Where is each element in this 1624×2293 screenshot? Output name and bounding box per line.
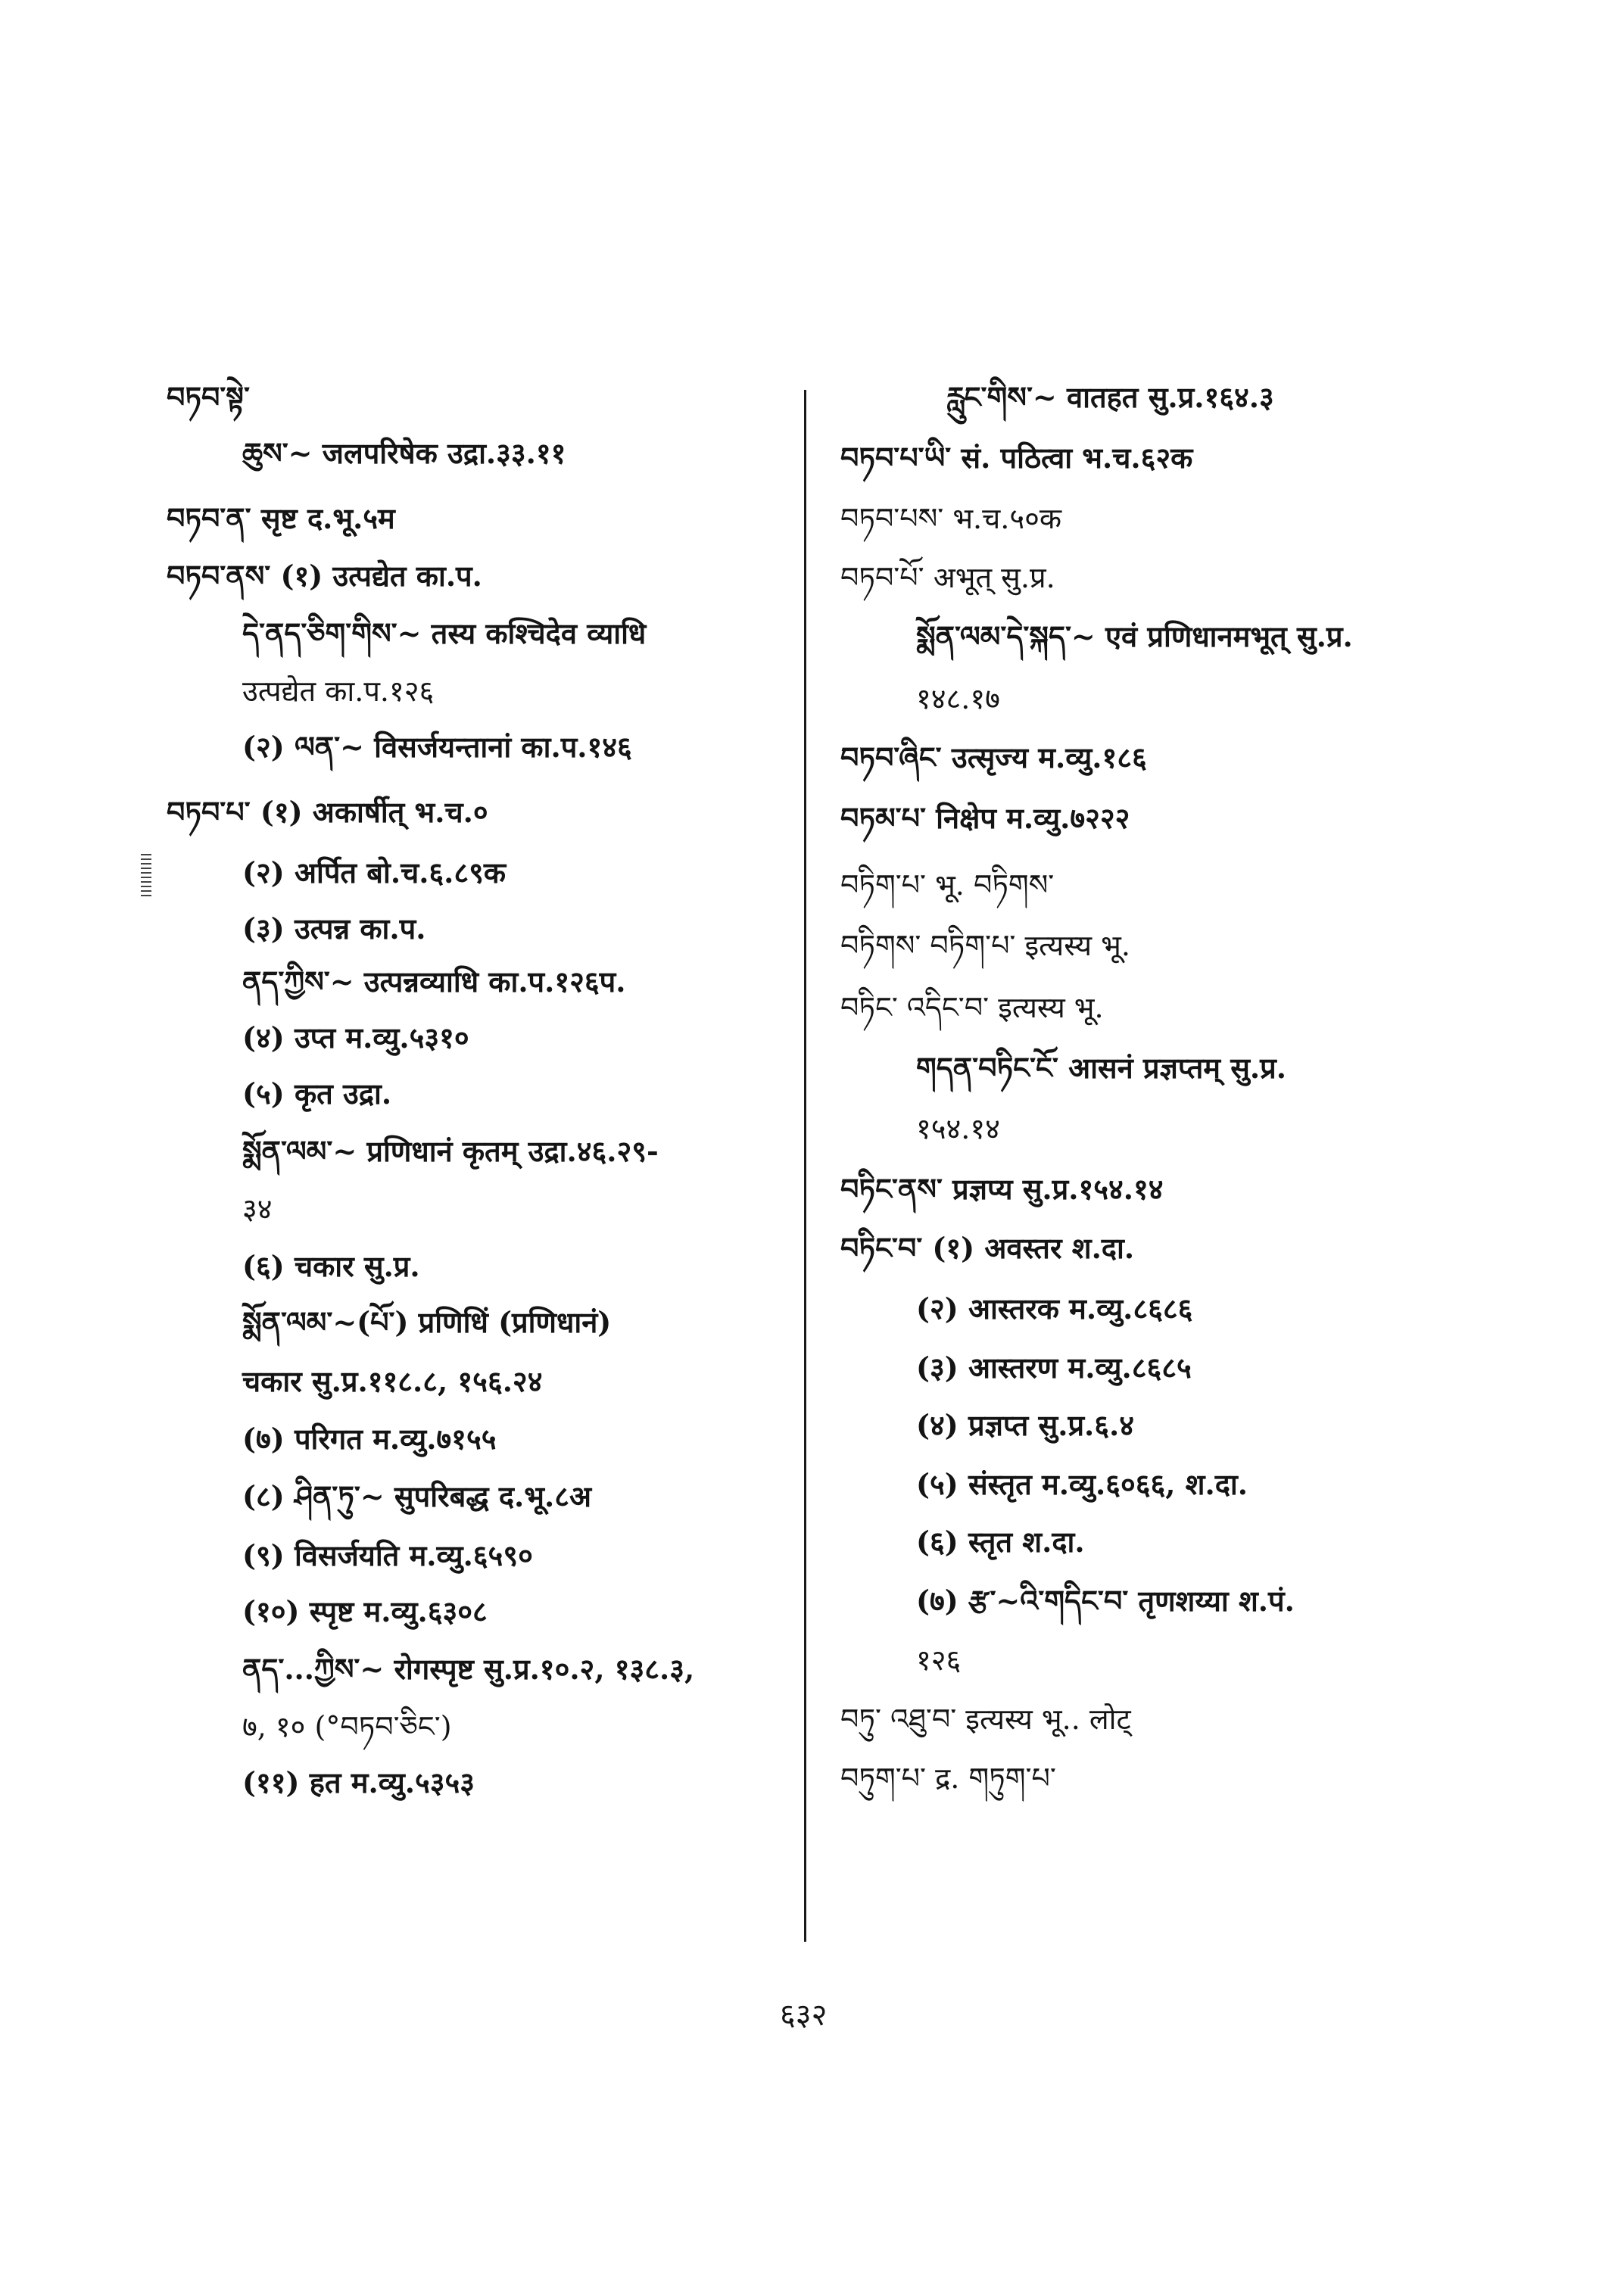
entry-headword: བཏིང་ འདིང་བ་ इत्यस्य भू.	[840, 991, 1104, 1024]
entry-line: (२) ལན་~ विसर्जयन्तानां का.प.१४६	[242, 730, 632, 764]
entry-headword: བཏབ་སྟེ་	[167, 380, 251, 414]
entry-line: (६) स्तृत श.दा.	[916, 1525, 1085, 1559]
entry-line: ནད་ཀྱིས་~ उत्पन्नव्याधि का.प.१२६प.	[242, 964, 626, 999]
entry-headword: བཏབ་པ་ (१) अकार्षीत् भ.च.०	[167, 795, 488, 829]
entry-line: १२६	[916, 1643, 962, 1677]
entry-headword: བཏབ་ནས་ (१) उत्पद्येत का.प.	[167, 559, 482, 593]
entry-line: (५) कृत उद्रा.	[242, 1076, 392, 1111]
entry-line: གདན་བཏིང་ངོ་ आसनं प्रज्ञप्तम् सु.प्र.	[916, 1051, 1286, 1085]
entry-line: (९) विसर्जयति म.व्यु.६५९०	[242, 1538, 533, 1572]
entry-line: (११) हत म.व्यु.५३५३	[242, 1765, 475, 1799]
entry-line: སྨོན་ལམ་~(པོ་) प्रणिधिं (प्रणिधानं)	[242, 1305, 612, 1339]
entry-line: (४) प्रज्ञप्त सु.प्र.६.४	[916, 1408, 1135, 1442]
entry-headword: བཏམ་པ་ निक्षेप म.व्यु.७२२२	[840, 801, 1130, 835]
entry-line: (३) आस्तरण म.व्यु.८६८५	[916, 1351, 1192, 1385]
entry-line: चकार सु.प्र.११८.८, १५६.२४	[242, 1364, 543, 1398]
entry-line: (६) चकार सु.प्र.	[242, 1249, 420, 1283]
entry-headword: བཏུག་པ་ द्र. གཏུག་པ་	[840, 1762, 1056, 1795]
entry-headword: བཏབ་ཞིང་ उत्सृज्य म.व्यु.१८६	[840, 740, 1147, 774]
entry-line: (२) अर्पित बो.च.६.८९क	[242, 855, 507, 889]
page-number: ६३२	[780, 1998, 828, 2033]
entry-headword: བཏབ་ན་ सृष्ट द.भू.५म	[167, 501, 395, 535]
entry-headword: བཏུ་ འཐུ་བ་ इत्यस्य भू.. लोट्	[840, 1703, 1131, 1736]
entry-line: (७) परिगत म.व्यु.७१५५	[242, 1422, 497, 1456]
entry-line: ७, १० (°བཏབ་ཅིང་)	[242, 1710, 452, 1743]
entry-line: ཆུས་~ जलपरिषेक उद्रा.३३.११	[242, 436, 566, 470]
entry-headword: བཏིགས་ བཏིག་པ་ इत्यस्य भू.	[840, 929, 1130, 962]
margin-mark	[141, 854, 151, 896]
entry-line: (४) उप्त म.व्यु.५३१०	[242, 1020, 469, 1055]
entry-headword: བཏིག་པ་ भू. བཏིགས་	[840, 868, 1055, 902]
entry-headword: བཏབ་པས་ भ.च.५०क	[840, 502, 1062, 535]
entry-headword: བཏིང་ནས་ प्रज्ञप्य सु.प्र.१५४.१४	[840, 1172, 1164, 1206]
entry-line: (१०) स्पृष्ट म.व्यु.६३०८	[242, 1594, 488, 1628]
entry-headword: བཏབ་པོ་ अभूत् सु.प्र.	[840, 561, 1055, 594]
entry-line: (८) ཤིན་ཏུ་~ सुपरिबद्ध द.भू.८अ	[242, 1479, 592, 1513]
entry-line: १५४.१४	[916, 1112, 1000, 1145]
entry-line: ३४	[242, 1192, 273, 1226]
entry-line: (५) संस्तृत म.व्यु.६०६६, श.दा.	[916, 1467, 1248, 1501]
entry-line: དེ་ནད་ཅིག་གིས་~ तस्य कश्चिदेव व्याधि	[242, 616, 647, 650]
entry-headword: བཏབ་པ་ཡི་ सं. पठित्वा भ.च.६२क	[840, 441, 1193, 475]
entry-line: རླུང་གིས་~ वातहत सु.प्र.१६४.३	[946, 380, 1274, 414]
entry-headword: བཏིང་བ་ (१) अवस्तर श.दा.	[840, 1231, 1135, 1265]
entry-line: ནད་...ཀྱིས་~ रोगस्पृष्ट सु.प्र.१०.२, १३८.३,	[242, 1652, 695, 1686]
entry-line: སྨོན་ལམ་དེ་སྐད་~ एवं प्रणिधानमभूत् सु.प्र.	[916, 619, 1353, 653]
entry-line: १४८.१७	[916, 682, 1000, 715]
entry-line: (७) རྩ་~འི་གདིང་བ་ तृणशय्या श.पं.	[916, 1584, 1295, 1618]
entry-line: སྨོན་ལམ་~ प्रणिधानं कृतम् उद्रा.४६.२९-	[242, 1134, 659, 1168]
entry-line: (२) आस्तरक म.व्यु.८६८६	[916, 1291, 1193, 1326]
entry-line: उत्पद्येत का.प.१२६	[242, 675, 435, 708]
column-divider	[804, 390, 806, 1942]
entry-line: (३) उत्पन्न का.प.	[242, 911, 426, 946]
